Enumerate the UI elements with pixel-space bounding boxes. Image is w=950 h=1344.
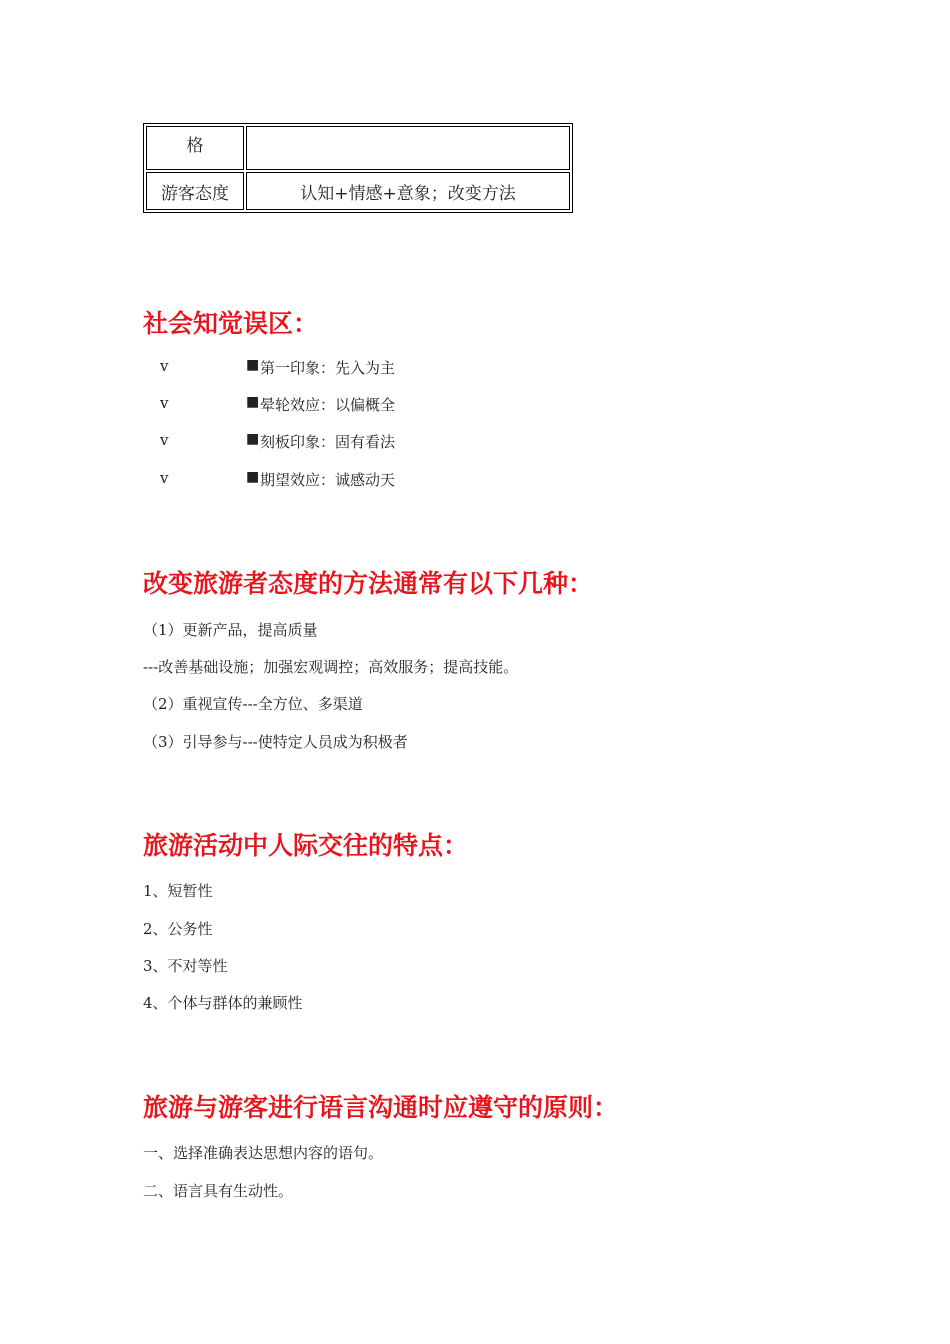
paragraph-line: （2）重视宣传---全方位、多渠道 [143, 695, 363, 713]
list-item-text: 第一印象：先入为主 [260, 359, 396, 377]
table-cell-label: 格 [146, 126, 244, 170]
section-heading-interpersonal-features: 旅游活动中人际交往的特点： [143, 831, 469, 860]
table-cell-label: 游客态度 [146, 172, 244, 210]
paragraph-line: 2、公务性 [143, 920, 213, 938]
list-item-text: 期望效应：诚感动天 [260, 471, 396, 489]
bullet-mark: v [160, 357, 169, 375]
list-item-text: 刻板印象：固有看法 [260, 433, 396, 451]
square-bullet-icon: ■ [246, 469, 260, 485]
bullet-mark: v [160, 431, 169, 449]
paragraph-line: （1）更新产品，提高质量 [143, 621, 318, 639]
paragraph-line: ---改善基础设施；加强宏观调控；高效服务；提高技能。 [143, 658, 519, 676]
paragraph-line: 4、个体与群体的兼顾性 [143, 994, 303, 1012]
list-item-text: 晕轮效应：以偏概全 [260, 396, 396, 414]
section-heading-communication-principles: 旅游与游客进行语言沟通时应遵守的原则： [143, 1093, 619, 1122]
paragraph-line: 3、不对等性 [143, 957, 228, 975]
square-bullet-icon: ■ [246, 357, 260, 373]
table-row [146, 172, 570, 210]
section-heading-attitude-change: 改变旅游者态度的方法通常有以下几种： [143, 569, 594, 598]
section-heading-social-perception: 社会知觉误区： [143, 309, 319, 338]
paragraph-line: 一、选择准确表达思想内容的语句。 [143, 1144, 384, 1162]
bullet-mark: v [160, 469, 169, 487]
paragraph-line: （3）引导参与---使特定人员成为积极者 [143, 733, 408, 751]
square-bullet-icon: ■ [246, 431, 260, 447]
summary-table [143, 123, 573, 213]
table-cell-value: 认知+情感+意象；改变方法 [246, 172, 570, 210]
square-bullet-icon: ■ [246, 394, 260, 410]
table-row [146, 126, 570, 170]
bullet-mark: v [160, 394, 169, 412]
table-cell-value [246, 126, 570, 170]
paragraph-line: 1、短暂性 [143, 882, 213, 900]
paragraph-line: 二、语言具有生动性。 [143, 1182, 294, 1200]
